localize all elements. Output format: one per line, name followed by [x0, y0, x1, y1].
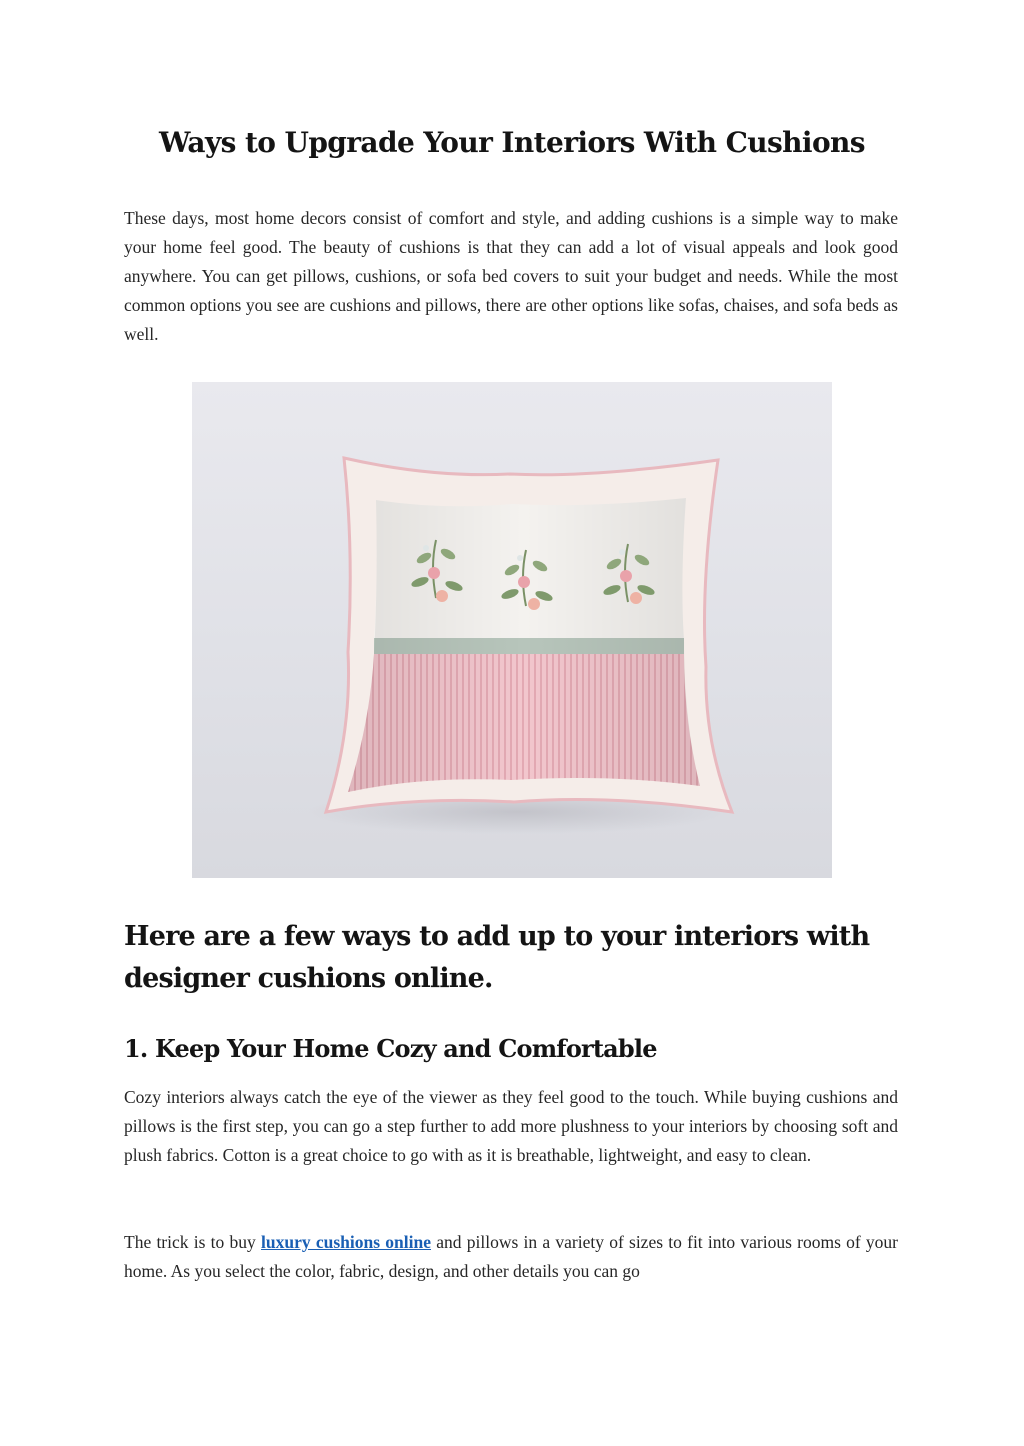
subsection-heading: 1. Keep Your Home Cozy and Comfortable	[124, 1034, 657, 1063]
paragraph-trick-rest: and pillows in a variety of sizes to fit into various rooms of your home. As you select the color, fabric, design, and other details you can go	[124, 1232, 899, 1281]
section-heading: Here are a few ways to add up to your interiors with designer cushions online.	[124, 921, 870, 994]
pillow-image	[192, 382, 832, 878]
intro-paragraph: These days, most home decors consist of comfort and style, and adding cushions is a simple way to make your home feel good. The beauty of cushions is that they can add a lot of visual appeals and look good anywhere. You can get pillows, cushions, or sofa bed covers to suit your budget and needs. While the most common options you see are cushions and pillows, there are other options like sofas, chaises, and sofa beds as well.	[124, 208, 898, 344]
paragraph-trick	[124, 1228, 898, 1286]
paragraph-cozy: Cozy interiors always catch the eye of the viewer as they feel good to the touch. While buying cushions and pillows is the first step, you can go a step further to add more plushness to your interiors by choosing soft and plush fabrics. Cotton is a great choice to go with as it is breathable, lightweight, and easy to clean.	[124, 1087, 898, 1165]
luxury-cushions-link[interactable]: luxury cushions online	[261, 1232, 431, 1252]
pillow-illustration	[192, 382, 832, 878]
document-title: Ways to Upgrade Your Interiors With Cushions	[159, 126, 865, 159]
paragraph-trick-lead: The trick is to buy	[124, 1232, 262, 1252]
